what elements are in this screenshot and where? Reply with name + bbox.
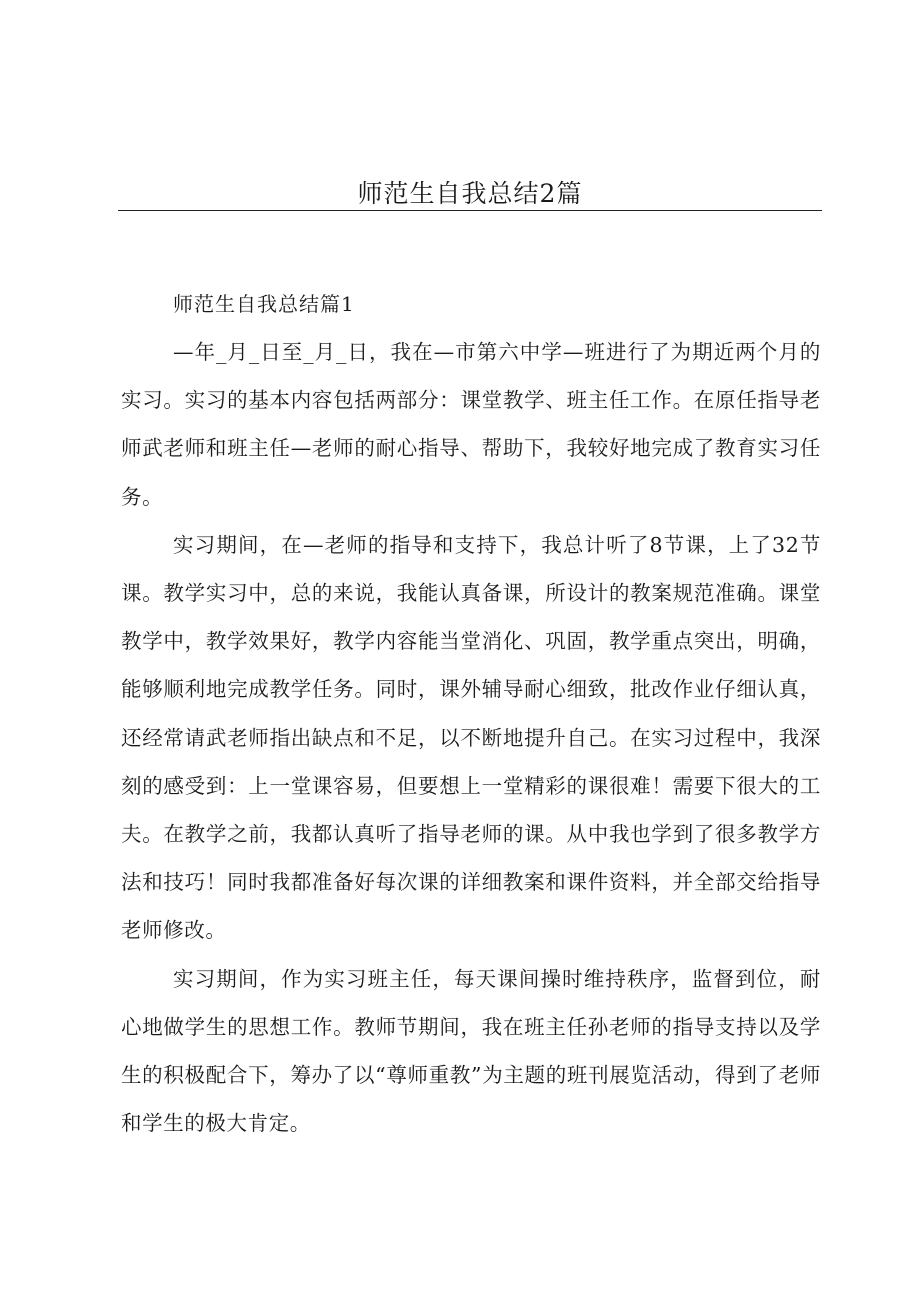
section-heading: 师范生自我总结篇1: [173, 292, 355, 316]
title-underline: [118, 210, 822, 211]
document-body: [121, 280, 821, 1147]
document-title: 师范生自我总结2篇: [357, 179, 583, 208]
paragraph-1: —年_月_日至_月_日，我在—市第六中学—班进行了为期近两个月的实习。实习的基本内容包括两部分：课堂教学、班主任工作。在原任指导老师武老师和班主任—老师的耐心指导、帮助下，我较好地完成了教育实习任务。: [121, 340, 821, 509]
paragraph-2: 实习期间，在—老师的指导和支持下，我总计听了8节课，上了32节课。教学实习中，总的来说，我能认真备课，所设计的教案规范准确。课堂教学中，教学效果好，教学内容能当堂消化、巩固，教学重点突出，明确，能够顺利地完成教学任务。同时，课外辅导耐心细致，批改作业仔细认真，还经常请武老师指出缺点和不足，以不断地提升自己。在实习过程中，我深刻的感受到：上一堂课容易，但要想上一堂精彩的课很难！需要下很大的工夫。在教学之前，我都认真听了指导老师的课。从中我也学到了很多教学方法和技巧！同时我都准备好每次课的详细教案和课件资料，并全部交给指导老师修改。: [121, 532, 821, 943]
paragraph-3: 实习期间，作为实习班主任，每天课间操时维持秩序，监督到位，耐心地做学生的思想工作。教师节期间，我在班主任孙老师的指导支持以及学生的积极配合下，筹办了以“尊师重教”为主题的班刊展览活动，得到了老师和学生的极大肯定。: [121, 966, 821, 1136]
